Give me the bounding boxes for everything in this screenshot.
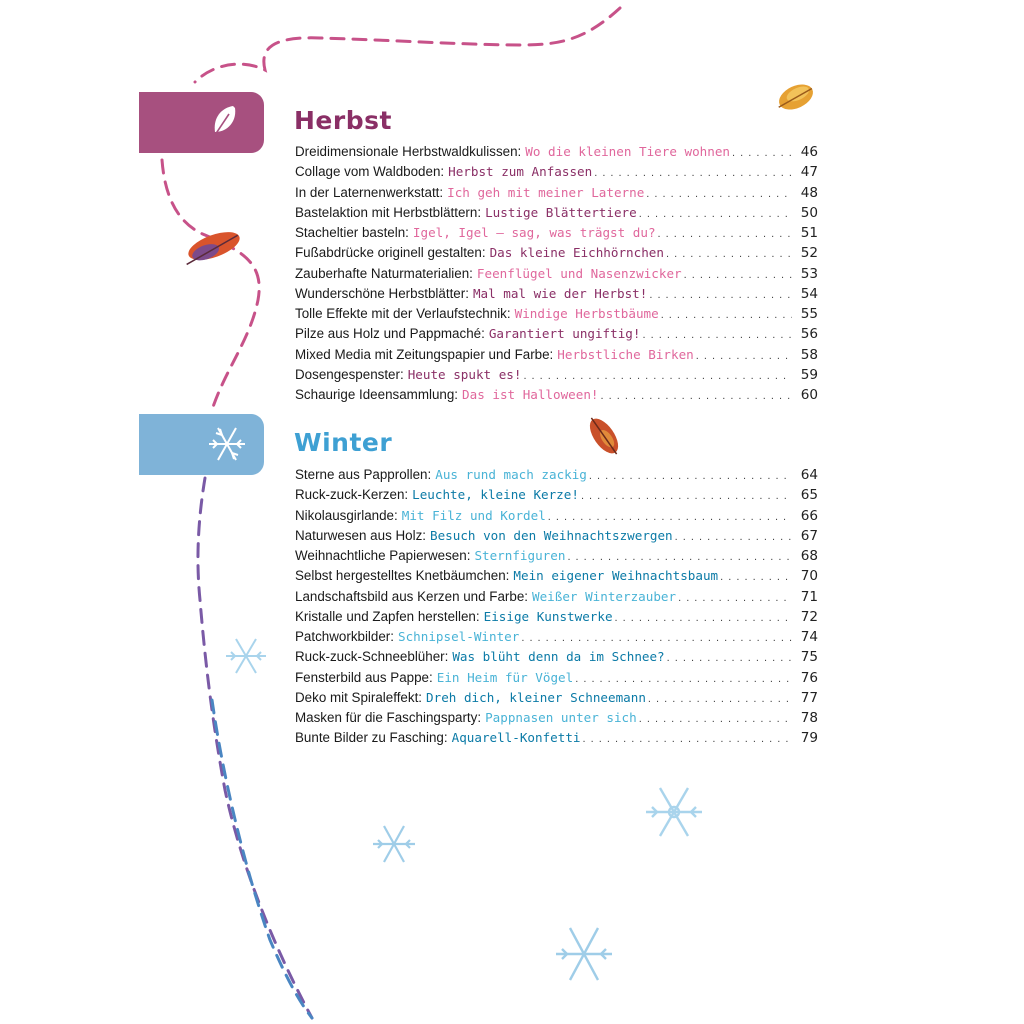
snowflake-icon [373,826,415,862]
toc-leader-dots [583,733,792,745]
toc-colon: : [481,245,486,261]
toc-topic: In der Laternenwerkstatt [295,184,440,200]
toc-title: Mit Filz und Kordel [401,507,546,523]
toc-topic: Schaurige Ideensammlung [295,387,455,402]
toc-colon: : [477,710,482,725]
toc-title: Ein Heim für Vögel [436,669,574,685]
toc-topic: Dreidimensionale Herbstwaldkulissen [295,144,518,159]
toc-title: Das kleine Eichhörnchen [489,245,664,261]
toc-page-number[interactable]: 53 [800,265,818,282]
toc-page-number[interactable]: 56 [800,326,818,343]
snowflake-icon [207,424,247,464]
toc-entry [295,367,818,387]
toc-page-number[interactable]: 74 [800,629,818,645]
toc-leader-dots [589,470,792,482]
toc-page-number[interactable]: 79 [800,730,818,747]
herbst-tab [139,92,264,153]
toc-page-number[interactable]: 75 [800,649,818,666]
toc-entry [295,670,818,690]
toc-colon: : [394,507,398,523]
toc-leader-dots [696,350,792,362]
toc-title: Leuchte, kleine Kerze! [412,487,579,503]
toc-page-number[interactable]: 59 [800,366,818,383]
toc-page-number[interactable]: 51 [800,225,818,241]
toc-entry [295,548,818,568]
toc-colon: : [477,204,482,220]
toc-topic: Patchworkbilder [295,629,391,644]
toc-entry [295,205,818,225]
toc-leader-dots [648,693,792,705]
dashed-path-top [195,8,620,82]
toc-topic: Kristalle und Zapfen herstellen [295,608,476,624]
snowflake-icon [646,788,702,836]
toc-entry [295,387,818,407]
toc-leader-dots [567,551,792,563]
toc-entry [295,710,818,730]
toc-title: Aus rund mach zackig [435,467,587,482]
toc-title: Besuch von den Weihnachtszwergen [430,527,673,543]
toc-topic: Bunte Bilder zu Fasching [295,730,444,746]
toc-topic: Deko mit Spiraleffekt [295,689,419,705]
toc-topic: Ruck-zuck-Kerzen [295,487,405,503]
toc-colon: : [429,669,433,685]
toc-leader-dots [658,228,792,240]
toc-title: Mal mal wie der Herbst! [472,285,648,301]
toc-list-winter [295,467,818,751]
toc-colon: : [466,548,471,563]
toc-title: Was blüht denn da im Schnee? [452,649,665,665]
toc-colon: : [399,366,404,382]
autumn-leaf-icon [583,412,625,460]
toc-title: Ich geh mit meiner Laterne [447,184,645,200]
winter-tab [139,414,264,475]
toc-leader-dots [548,511,792,523]
toc-topic: Pilze aus Holz und Pappmaché [295,326,482,342]
toc-topic: Sterne aus Papprollen [295,467,428,482]
toc-colon: : [524,588,529,604]
toc-leader-dots [646,188,792,200]
toc-leader-dots [678,592,792,604]
toc-colon: : [469,265,473,281]
toc-entry [295,164,818,184]
toc-entry [295,185,818,205]
toc-page-number[interactable]: 68 [800,548,818,564]
toc-colon: : [454,387,459,402]
toc-title: Weißer Winterzauber [532,588,677,604]
toc-entry [295,528,818,548]
toc-page-number[interactable]: 48 [800,184,818,201]
toc-entry [295,225,818,245]
toc-leader-dots [675,531,792,543]
section-heading-winter: Winter [294,428,393,457]
toc-topic: Tolle Effekte mit der Verlaufstechnik [295,306,507,321]
toc-leader-dots [732,147,792,159]
toc-topic: Naturwesen aus Holz [295,527,423,543]
autumn-leaf-icon [773,79,817,115]
toc-colon: : [422,527,427,543]
toc-page-number[interactable]: 78 [800,710,818,726]
toc-leader-dots [684,269,792,281]
toc-leader-dots [521,632,792,644]
toc-page-number[interactable]: 72 [800,608,818,625]
toc-leader-dots [639,208,792,220]
toc-leader-dots [575,673,792,685]
toc-colon: : [404,487,409,503]
snowflake-icon [556,928,612,980]
toc-leader-dots [649,289,792,301]
toc-colon: : [439,184,444,200]
toc-page-number[interactable]: 65 [800,487,818,504]
toc-colon: : [427,467,432,482]
toc-topic: Stacheltier basteln [295,225,406,240]
toc-page-number[interactable]: 66 [800,507,818,524]
toc-topic: Fußabdrücke originell gestalten [295,245,482,261]
toc-title: Lustige Blättertiere [485,204,637,220]
toc-title: Mein eigener Weihnachtsbaum [513,568,719,584]
toc-title: Pappnasen unter sich [485,710,637,725]
toc-page-number[interactable]: 70 [800,568,818,585]
toc-entry [295,629,818,649]
toc-entry [295,326,818,346]
toc-title: Das ist Halloween! [462,387,599,402]
toc-leader-dots [523,370,792,382]
toc-topic: Wunderschöne Herbstblätter [295,285,466,301]
toc-entry [295,144,818,164]
toc-page-number[interactable]: 64 [800,467,818,483]
toc-title: Windige Herbstbäume [514,306,659,321]
toc-title: Aquarell-Konfetti [451,730,581,746]
toc-leader-dots [642,329,792,341]
toc-topic: Collage vom Waldboden [295,164,441,180]
toc-topic: Selbst hergestelltes Knetbäumchen [295,568,506,584]
toc-leader-dots [661,309,792,321]
toc-entry [295,487,818,507]
toc-title: Sternfiguren [474,548,566,563]
toc-page-number[interactable]: 67 [800,527,818,544]
toc-entry [295,609,818,629]
dashed-path-middle [162,160,259,410]
toc-page-number[interactable]: 52 [800,245,818,262]
toc-page-number[interactable]: 50 [800,204,818,221]
section-heading-herbst: Herbst [294,106,392,135]
toc-leader-dots [594,167,792,179]
toc-entry [295,568,818,588]
toc-colon: : [418,689,423,705]
toc-title: Garantiert ungiftig! [488,326,641,342]
leaf-icon [207,102,243,142]
toc-title: Eisige Kunstwerke [483,608,613,624]
toc-topic: Zauberhafte Naturmaterialien [295,265,470,281]
toc-topic: Ruck-zuck-Schneeblüher [295,649,445,665]
toc-title: Herbstliche Birken [557,346,694,362]
toc-leader-dots [667,652,792,664]
toc-topic: Nikolausgirlande [295,507,394,523]
toc-entry [295,730,818,750]
toc-colon: : [517,144,522,159]
toc-entry [295,649,818,669]
toc-entry [295,245,818,265]
toc-topic: Landschaftsbild aus Kerzen und Farbe [295,588,525,604]
toc-title: Feenflügel und Nasenzwicker [476,265,682,281]
toc-colon: : [390,629,394,644]
toc-page-number[interactable]: 77 [800,689,818,706]
toc-colon: : [506,306,511,321]
toc-colon: : [443,730,448,746]
toc-list-herbst [295,144,818,407]
toc-title: Igel, Igel – sag, was trägst du? [412,225,656,240]
toc-leader-dots [720,571,792,583]
toc-colon: : [465,285,469,301]
toc-page-number[interactable]: 46 [800,144,818,160]
toc-page-number[interactable]: 76 [800,669,818,686]
toc-page-number[interactable]: 47 [800,164,818,181]
toc-colon: : [405,225,409,240]
toc-page-number[interactable]: 60 [800,387,818,403]
toc-title: Schnipsel-Winter [398,629,520,644]
toc-topic: Fensterbild aus Pappe [295,669,429,685]
toc-page-number[interactable]: 71 [800,588,818,605]
toc-topic: Mixed Media mit Zeitungspapier und Farbe [295,346,550,362]
autumn-leaf-icon [180,226,243,267]
toc-entry [295,286,818,306]
toc-leader-dots [666,248,792,260]
toc-colon: : [549,346,554,362]
toc-entry [295,589,818,609]
toc-page-number[interactable]: 58 [800,346,818,363]
toc-entry [295,306,818,326]
toc-entry [295,467,818,487]
toc-leader-dots [601,390,792,402]
toc-page-number[interactable]: 55 [800,306,818,322]
toc-leader-dots [615,612,792,624]
toc-colon: : [505,568,510,584]
toc-colon: : [440,164,445,180]
toc-page-number[interactable]: 54 [800,285,818,302]
toc-title: Dreh dich, kleiner Schneemann [426,689,646,705]
toc-entry [295,690,818,710]
toc-colon: : [444,649,449,665]
toc-topic: Bastelaktion mit Herbstblättern [295,204,478,220]
toc-colon: : [475,608,480,624]
toc-leader-dots [581,490,792,502]
toc-title: Herbst zum Anfassen [448,164,593,180]
toc-entry [295,266,818,286]
toc-title: Heute spukt es! [407,366,522,382]
toc-leader-dots [639,713,792,725]
toc-entry [295,508,818,528]
toc-topic: Dosengespenster [295,366,400,382]
snowflake-icon [226,639,266,673]
toc-topic: Weihnachtliche Papierwesen [295,548,467,563]
toc-topic: Masken für die Faschingsparty [295,710,478,725]
toc-title: Wo die kleinen Tiere wohnen [525,144,730,159]
toc-colon: : [481,326,485,342]
toc-entry [295,347,818,367]
